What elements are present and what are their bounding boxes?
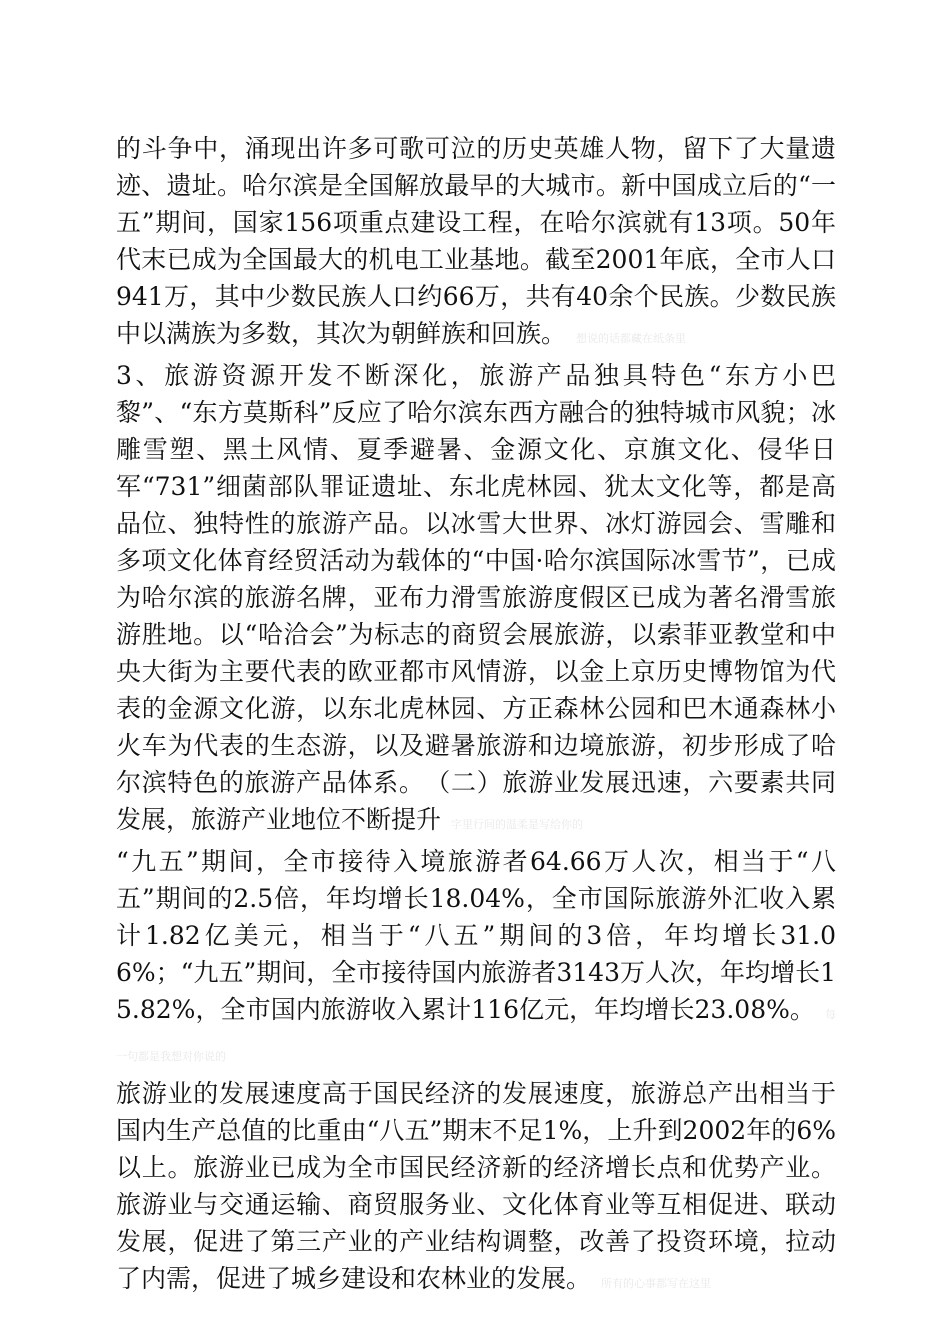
paragraph-ninth-five-year xyxy=(116,843,836,1075)
paragraph-text: 的斗争中，涌现出许多可歌可泣的历史英雄人物，留下了大量遗迹、遗址。哈尔滨是全国解放最早的大城市。新中国成立后的“一五”期间，国家156项重点建设工程，在哈尔滨就有13项。50年代末已成为全国最大的机电工业基地。截至2001年底，全市人口941万，其中少数民族人口约66万，共有40余个民族。少数民族中以满族为多数，其次为朝鲜族和回族。 xyxy=(116,134,836,348)
faint-annotation: 想说的话都藏在纸条里 xyxy=(576,332,687,345)
faint-annotation: 所有的心事都写在这里 xyxy=(601,1277,712,1290)
faint-annotation: 每一句都是我想对你说的 xyxy=(116,1008,836,1063)
paragraph-text: 旅游业的发展速度高于国民经济的发展速度，旅游总产出相当于国内生产总值的比重由“八五”期末不足1%，上升到2002年的6%以上。旅游业已成为全市国民经济新的经济增长点和优势产业。旅游业与交通运输、商贸服务业、文化体育业等互相促进、联动发展，促进了第三产业的产业结构调整，改善了投资环境，拉动了内需，促进了城乡建设和农林业的发展。 xyxy=(116,1079,836,1293)
paragraph-tourism-growth xyxy=(116,1075,836,1302)
paragraph-text: 3、旅游资源开发不断深化，旅游产品独具特色“东方小巴黎”、“东方莫斯科”反应了哈尔滨东西方融合的独特城市风貌；冰雕雪塑、黑土风情、夏季避暑、金源文化、京旗文化、侵华日军“731”细菌部队罪证遗址、东北虎林园、犹太文化等，都是高品位、独特性的旅游产品。以冰雪大世界、冰灯游园会、雪雕和多项文化体育经贸活动为载体的“中国·哈尔滨国际冰雪节”，已成为哈尔滨的旅游名牌，亚布力滑雪旅游度假区已成为著名滑雪旅游胜地。以“哈洽会”为标志的商贸会展旅游，以索菲亚教堂和中央大街为主要代表的欧亚都市风情游，以金上京历史博物馆为代表的金源文化游，以东北虎林园、方正森林公园和巴木通森林小火车为代表的生态游，以及避暑旅游和边境旅游，初步形成了哈尔滨特色的旅游产品体系。 （二）旅游业发展迅速，六要素共同发展，旅游产业地位不断提升 xyxy=(116,361,836,834)
faint-annotation: 字里行间的温柔是写给你的 xyxy=(451,818,584,831)
document-page xyxy=(116,130,836,1302)
paragraph-history xyxy=(116,130,836,357)
paragraph-tourism-resources xyxy=(116,357,836,843)
paragraph-text: “九五”期间，全市接待入境旅游者64.66万人次，相当于“八五”期间的2.5倍，年均增长18.04%，全市国际旅游外汇收入累计1.82亿美元，相当于“八五”期间的3倍，年均增长31.06%；“九五”期间，全市接待国内旅游者3143万人次，年均增长15.82%，全市国内旅游收入累计116亿元，年均增长23.08%。 xyxy=(116,847,836,1024)
